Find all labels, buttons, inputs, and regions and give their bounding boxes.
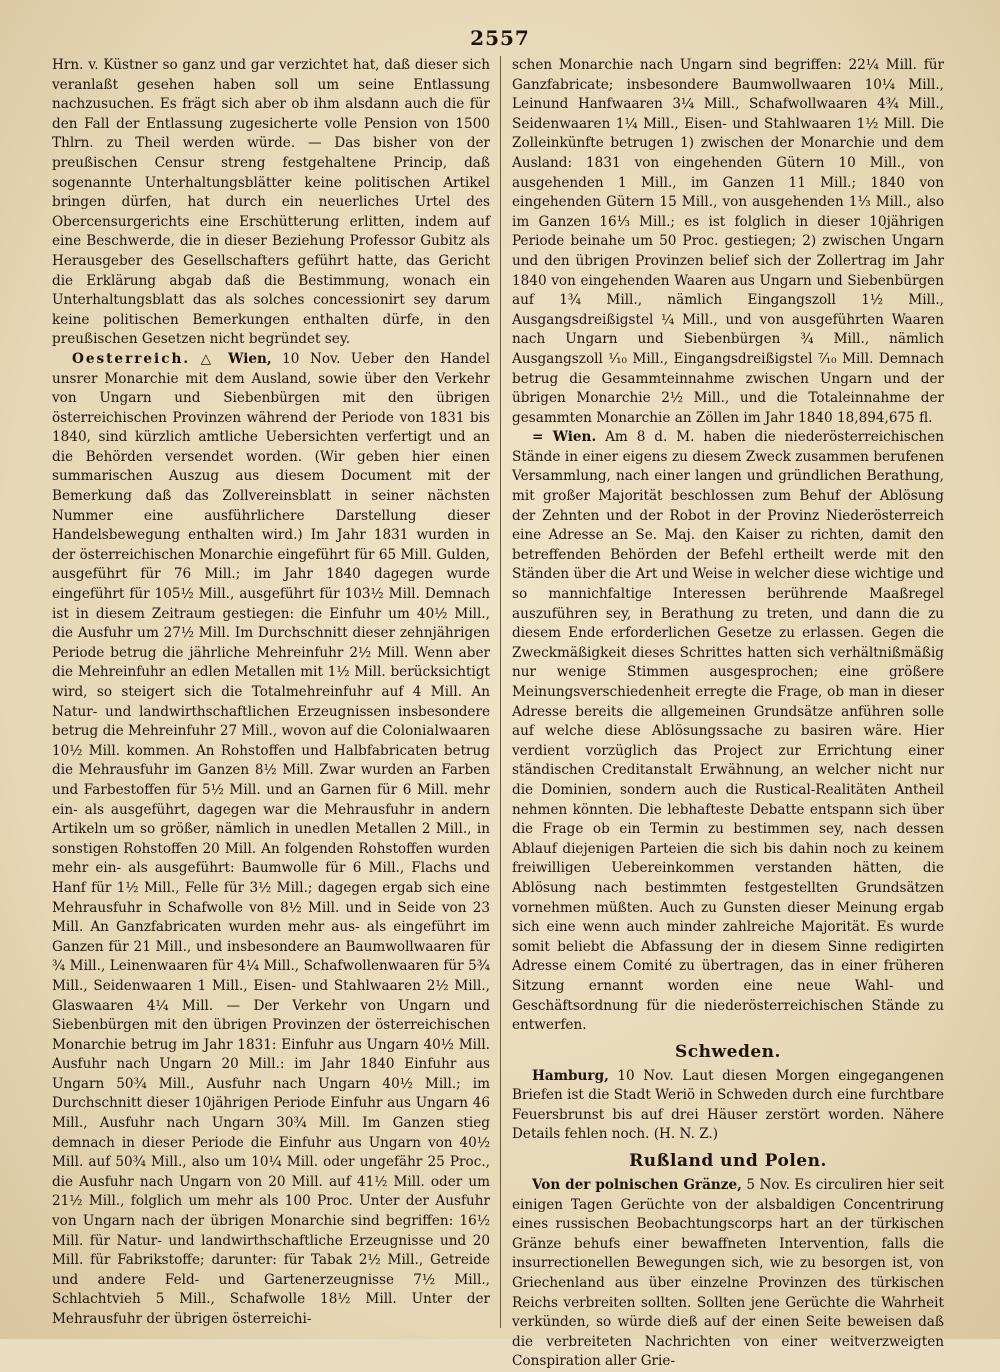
section-heading-russland-polen: Rußland und Polen. [629, 1151, 827, 1172]
left-column [52, 56, 490, 1328]
dateline-hamburg: Hamburg, [532, 1067, 609, 1084]
article-body: 10 Nov. Ueber den Handel unsrer Monarchie mit dem Ausland, sowie über den Verkehr von Ungarn und Siebenbürgen mit den übrigen österreichischen Provinzen während der Periode von 1831 bis 1840, sind kürzlich amtliche Uebersichten verfertigt und an die Behörden versendet worden. (Wir geben hier einen summarischen Auszug aus diesem Document mit der Bemerkung daß das Zollvereinsblatt in seiner nächsten Nummer eine ausführlichere Darstellung dieser Handelsbewegung enthalten wird.) Im Jahr 1831 wurden in der österreichischen Monarchie eingeführt für 65 Mill. Gulden, ausgeführt für 76 Mill.; im Jahr 1840 dagegen wurde eingeführt für 105½ Mill., ausgeführt für 103½ Mill. Demnach ist in diesem Zeitraum gestiegen: die Einfuhr um 40½ Mill., die Ausfuhr um 27½ Mill. Im Durchschnitt dieser zehnjährigen Periode betrug die jährliche Mehreinfuhr 2½ Mill. Wenn aber die Mehreinfuhr an edlen Metallen mit 1½ Mill. berücksichtigt wird, so steigert sich die Totalmehreinfuhr auf 4 Mill. An Natur- und landwirthschaftlichen Erzeugnissen insbesondere betrug die Mehreinfuhr 27 Mill., wovon auf die Colonialwaaren 10½ Mill. kommen. An Rohstoffen und Halbfabricaten betrug die Mehrausfuhr im Ganzen 8½ Mill. Zwar wurden an Farben und Farbestoffen für 5½ Mill. und an Garnen für 6 Mill. mehr ein- als ausgeführt, dagegen war die Mehrausfuhr in andern Artikeln um so größer, nämlich in unedlen Metallen 2 Mill., in sonstigen Rohstoffen 20 Mill. An folgenden Rohstoffen wurden mehr ein- als ausgeführt: Baumwolle für 6 Mill., Flachs und Hanf für 1½ Mill., Felle für 3½ Mill.; dagegen ergab sich eine Mehrausfuhr in Schafwolle von 8½ Mill. und in Seide von 23 Mill. An Ganzfabricaten wurden mehr aus- als eingeführt im Ganzen für 21 Mill., und insbesondere an Baumwollwaaren für ¾ Mill., Leinenwaaren für 4¼ Mill., Schafwollenwaaren für 5¾ Mill., Seidenwaaren 1 Mill., Eisen- und Stahlwaaren 2½ Mill., Glaswaaren 4¼ Mill. — Der Verkehr von Ungarn und Siebenbürgen mit den übrigen Provinzen der österreichischen Monarchie betrug im Jahr 1831: Einfuhr aus Ungarn 40½ Mill. Ausfuhr nach Ungarn 20 Mill.: im Jahr 1840 Einfuhr aus Ungarn 50¾ Mill., Ausfuhr nach Ungarn 40½ Mill.; im Durchschnitt dieser 10jährigen Periode Einfuhr aus Ungarn 46 Mill., Ausfuhr nach Ungarn 30¾ Mill. Im Ganzen stieg demnach in dieser Periode die Einfuhr aus Ungarn von 40½ Mill. auf 50¾ Mill., also um 10¼ Mill. oder ungefähr 25 Proc., die Ausfuhr nach Ungarn von 20 Mill. auf 41½ Mill. oder um 21½ Mill., folglich um mehr als 100 Proc. Unter der Ausfuhr von Ungarn nach der übrigen Monarchie sind begriffen: 16½ Mill. für Natur- und landwirthschaftliche Erzeugnisse und 20 Mill. für Fabrikstoffe; darunter: für Tabak 2½ Mill., Getreide und andere Feld- und Gartenerzeugnisse 7½ Mill., Schlachtvieh 5 Mill., Schafwolle 18½ Mill. Unter der Mehrausfuhr der übrigen österreichi- [52, 350, 490, 1327]
article-wien-estates [512, 428, 944, 1035]
dateline-wien-2: = Wien. [532, 429, 597, 446]
section-heading-schweden: Schweden. [675, 1041, 781, 1062]
right-column [512, 56, 944, 1370]
article-austria-trade [52, 350, 490, 1330]
article-body: Am 8 d. M. haben die niederösterreichischen Stände in einer eigens zu diesem Zweck zusammen berufenen Versammlung, nach einer langen und gründlichen Berathung, mit großer Majorität beschlossen zum Behuf der Ablösung der Zehnten und der Robot in der Provinz Niederösterreich eine Adresse an Se. Maj. den Kaiser zu richten, damit den betreffenden Behörden der Befehl ertheilt werde mit den Ständen über die Art und Weise in welcher diese wichtige und so mannichfaltige Interessen berührende Maaßregel auszuführen sey, in Berathung zu treten, und dann die zu diesem Ende erforderlichen Gesetze zu erlassen. Gegen die Zweckmäßigkeit dieses Schrittes hatten sich verhältnißmäßig nur wenige Stimmen ausgesprochen; eine größere Meinungsverschiedenheit erregte die Frage, ob man in dieser Adresse bereits die allgemeinen Grundsätze anführen solle auf welche diese Ablösungssache zu basiren wäre. Hier verdient vorzüglich das Project zur Errichtung einer ständischen Creditanstalt Erwähnung, an welcher nicht nur die Dominien, sondern auch die Rustical-Realitäten Antheil nehmen könnten. Die lebhafteste Debatte entspann sich über die Frage ob ein Termin zu bestimmen sey, nach dessen Ablauf diejenigen Parteien die sich bis dahin noch zu keinem freiwilligen Uebereinkommen verstanden hätten, die Ablösung nach bestimmten festgestellten Grundsätzen vornehmen müßten. Auch zu Gunsten dieser Meinung ergab sich eine wenn auch minder zahlreiche Majorität. Es wurde somit beliebt die Abfassung der in diesem Sinne redigirten Adresse einem Comité zu übertragen, das in einer früheren Sitzung ernannt worden eine neue Wahl- und Geschäftsordnung für die niederösterreichischen Stände zu entwerfen. [512, 429, 944, 1034]
article-prussia-continued: Hrn. v. Küstner so ganz und gar verzichtet hat, daß dieser sich veranlaßt gesehen haben soll um seine Entlassung nachzusuchen. Es frägt sich aber ob ihm alsdann auch die für den Fall der Entlassung zugesicherte volle Pension von 1500 Thlrn. zu Theil werden würde. — Das bisher von der preußischen Censur streng festgehaltene Princip, daß sogenannte Unterhaltungsblätter keine politischen Artikel bringen dürfen, hat durch ein neuerliches Urtel des Obercensurgerichts eine Erschütterung erlitten, indem auf eine Beschwerde, die in dieser Beziehung Professor Gubitz als Herausgeber des Gesellschafters geführt hatte, das Gericht die Erklärung abgab daß die Bestimmung, wonach ein Unterhaltungsblatt das als solches concessionirt sey darum keine politischen Bemerkungen enthalten dürfe, in den preußischen Gesetzen nicht begründet sey. [52, 57, 490, 348]
article-body: 5 Nov. Es circuliren hier seit einigen Tagen Gerüchte von der alsbaldigen Concentrirung eines russischen Beobachtungscorps hart an der türkischen Gränze behufs einer bewaffneten Intervention, falls die insurrectionellen Bewegungen sich, wie zu besorgen ist, von Griechenland aus über einzelne Provinzen des türkischen Reichs verbreiten sollten. Sollten jene Gerüchte die Wahrheit verkünden, so würde dieß auf der einen Seite beweisen daß die verbreiteten Nachrichten von einer weitverzweigten Conspiration aller Grie- [512, 1177, 944, 1370]
dateline-polish-border: Von der polnischen Gränze, [532, 1177, 742, 1194]
article-hamburg [512, 1067, 944, 1145]
article-body: 10 Nov. Laut diesen Morgen eingegangenen Briefen ist die Stadt Weriö in Schweden durch eine furchtbare Feuersbrunst bis auf drei Häuser zerstört worden. Nähere Details fehlen noch. (H. N. Z.) [512, 1067, 944, 1143]
dateline-wien: △ Wien, [200, 350, 272, 367]
article-austria-continued: schen Monarchie nach Ungarn sind begriffen: 22¼ Mill. für Ganzfabricate; insbesondere Baumwollwaaren 10¼ Mill., Leinund Hanfwaaren 3¼ Mill., Schafwollwaaren 4¾ Mill., Seidenwaaren 1¼ Mill., Eisen- und Stahlwaaren 1½ Mill. Die Zolleinkünfte betrugen 1) zwischen der Monarchie und dem Ausland: 1831 von eingehenden Gütern 10 Mill., von ausgehenden 1 Mill., im Ganzen 11 Mill.; 1840 von eingehenden Gütern 15 Mill., von ausgehenden 1⅓ Mill., also im Ganzen 16⅓ Mill.; es ist folglich in dieser 10jährigen Periode beinahe um 50 Proc. gestiegen; 2) zwischen Ungarn und den übrigen Provinzen belief sich der Zollertrag im Jahr 1840 von eingehenden Waaren aus Ungarn und Siebenbürgen auf 1¾ Mill., nämlich Eingangszoll 1½ Mill., Ausgangsdreißigstel ¼ Mill., und von ausgeführten Waaren nach Ungarn und Siebenbürgen ¾ Mill., nämlich Ausgangszoll ¹⁄₁₀ Mill., Eingangsdreißigstel ⁷⁄₁₀ Mill. Demnach betrug die Gesammteinnahme zwischen Ungarn und der übrigen Monarchie 2½ Mill., und die Totaleinnahme der gesammten Monarchie an Zöllen im Jahr 1840 18,894,675 fl. [512, 57, 944, 426]
article-polish-border [512, 1176, 944, 1372]
page-number: 2557 [470, 26, 530, 50]
column-divider [500, 56, 501, 1328]
section-heading-oesterreich: Oesterreich. [72, 350, 191, 367]
